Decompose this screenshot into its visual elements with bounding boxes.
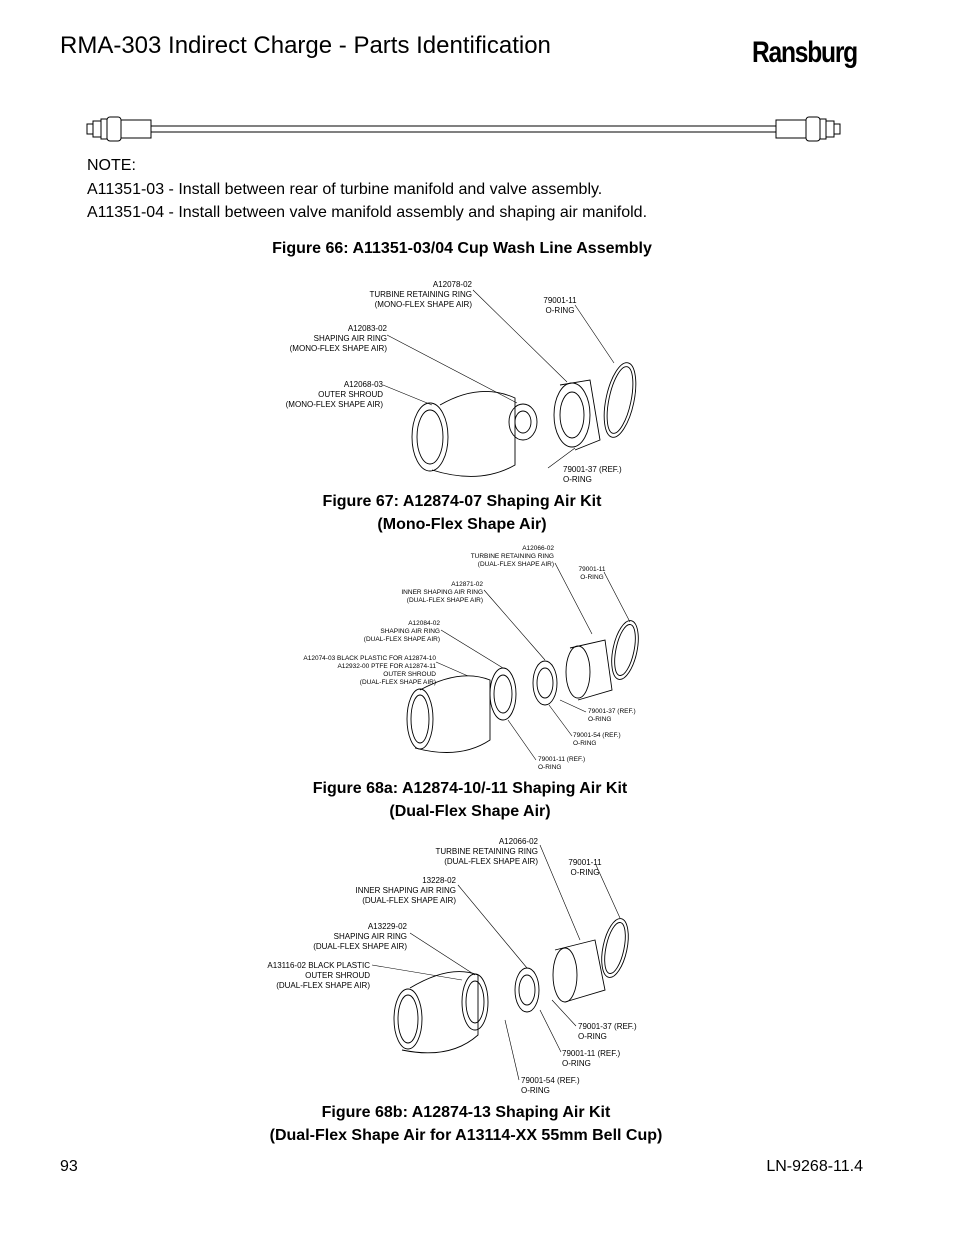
fig68a-oring-54-label: 79001-54 (REF.) O-RING bbox=[573, 732, 621, 747]
figure-66-caption: Figure 66: A11351-03/04 Cup Wash Line Assembly bbox=[272, 240, 652, 257]
document-number: LN-9268-11.4 bbox=[766, 1158, 863, 1175]
fig68b-inner-label: 13228-02 INNER SHAPING AIR RING (DUAL-FLEX SHAPE AIR) bbox=[355, 876, 456, 905]
fig68a-shaping-label: A12084-02 SHAPING AIR RING (DUAL-FLEX SHAPE AIR) bbox=[363, 620, 440, 643]
fig67-shaping-label: A12083-02 SHAPING AIR RING (MONO-FLEX SHAPE AIR) bbox=[289, 324, 387, 353]
figure-68b-caption-1: Figure 68b: A12874-13 Shaping Air Kit bbox=[321, 1104, 611, 1121]
page-number: 93 bbox=[60, 1158, 78, 1175]
fig68b-oring-11-label: 79001-11 (REF.) O-RING bbox=[562, 1049, 621, 1068]
fig68b-turbine-label: A12066-02 TURBINE RETAINING RING (DUAL-FLEX SHAPE AIR) bbox=[435, 837, 538, 866]
fig68b-oring-label: 79001-11 O-RING bbox=[568, 858, 602, 877]
fig67-leader-lines bbox=[383, 290, 614, 468]
note-heading: NOTE: bbox=[87, 157, 136, 174]
fig68a-turbine-label: A12066-02 TURBINE RETAINING RING (DUAL-FLEX SHAPE AIR) bbox=[470, 545, 554, 568]
cup-wash-line-drawing bbox=[87, 117, 840, 141]
figure-67-caption-2: (Mono-Flex Shape Air) bbox=[377, 516, 547, 533]
figure-68a-caption-2: (Dual-Flex Shape Air) bbox=[389, 803, 551, 820]
page-title: RMA-303 Indirect Charge - Parts Identification bbox=[60, 32, 551, 59]
figure-67-caption-1: Figure 67: A12874-07 Shaping Air Kit bbox=[322, 493, 602, 510]
fig68a-inner-label: A12871-02 INNER SHAPING AIR RING (DUAL-FLEX SHAPE AIR) bbox=[401, 581, 483, 604]
figure-68a-caption-1: Figure 68a: A12874-10/-11 Shaping Air Kit bbox=[312, 780, 628, 797]
ransburg-logo: Ransburg bbox=[752, 36, 857, 69]
note-line-2: A11351-04 - Install between valve manifold assembly and shaping air manifold. bbox=[87, 204, 648, 221]
fig67-exploded-drawing bbox=[412, 360, 642, 477]
fig68a-oring-11-label: 79001-11 (REF.) O-RING bbox=[538, 756, 586, 771]
fig68b-shaping-label: A13229-02 SHAPING AIR RING (DUAL-FLEX SHAPE AIR) bbox=[313, 922, 407, 951]
note-line-1: A11351-03 - Install between rear of turbine manifold and valve assembly. bbox=[87, 181, 603, 198]
fig67-oring-ref-label: 79001-37 (REF.) O-RING bbox=[563, 465, 622, 484]
fig68b-oring-37-label: 79001-37 (REF.) O-RING bbox=[578, 1022, 637, 1041]
figure-68b-caption-2: (Dual-Flex Shape Air for A13114-XX 55mm Bell Cup) bbox=[269, 1127, 663, 1144]
fig68a-oring-37-label: 79001-37 (REF.) O-RING bbox=[588, 708, 636, 723]
fig68b-oring-54-label: 79001-54 (REF.) O-RING bbox=[521, 1076, 580, 1095]
fig67-oring-label: 79001-11 O-RING bbox=[543, 296, 577, 315]
fig68b-shroud-label: A13116-02 BLACK PLASTIC OUTER SHROUD (DUAL-FLEX SHAPE AIR) bbox=[267, 961, 370, 990]
fig68a-oring-label: 79001-11 O-RING bbox=[578, 566, 606, 581]
fig67-shroud-label: A12068-03 OUTER SHROUD (MONO-FLEX SHAPE AIR) bbox=[285, 380, 383, 409]
fig68a-shroud-label: A12074-03 BLACK PLASTIC FOR A12874-10 A12932-00 PTFE FOR A12874-11 OUTER SHROUD (DUAL-FLEX SHAPE AIR) bbox=[303, 655, 436, 686]
fig67-turbine-label: A12078-02 TURBINE RETAINING RING (MONO-FLEX SHAPE AIR) bbox=[369, 280, 472, 309]
